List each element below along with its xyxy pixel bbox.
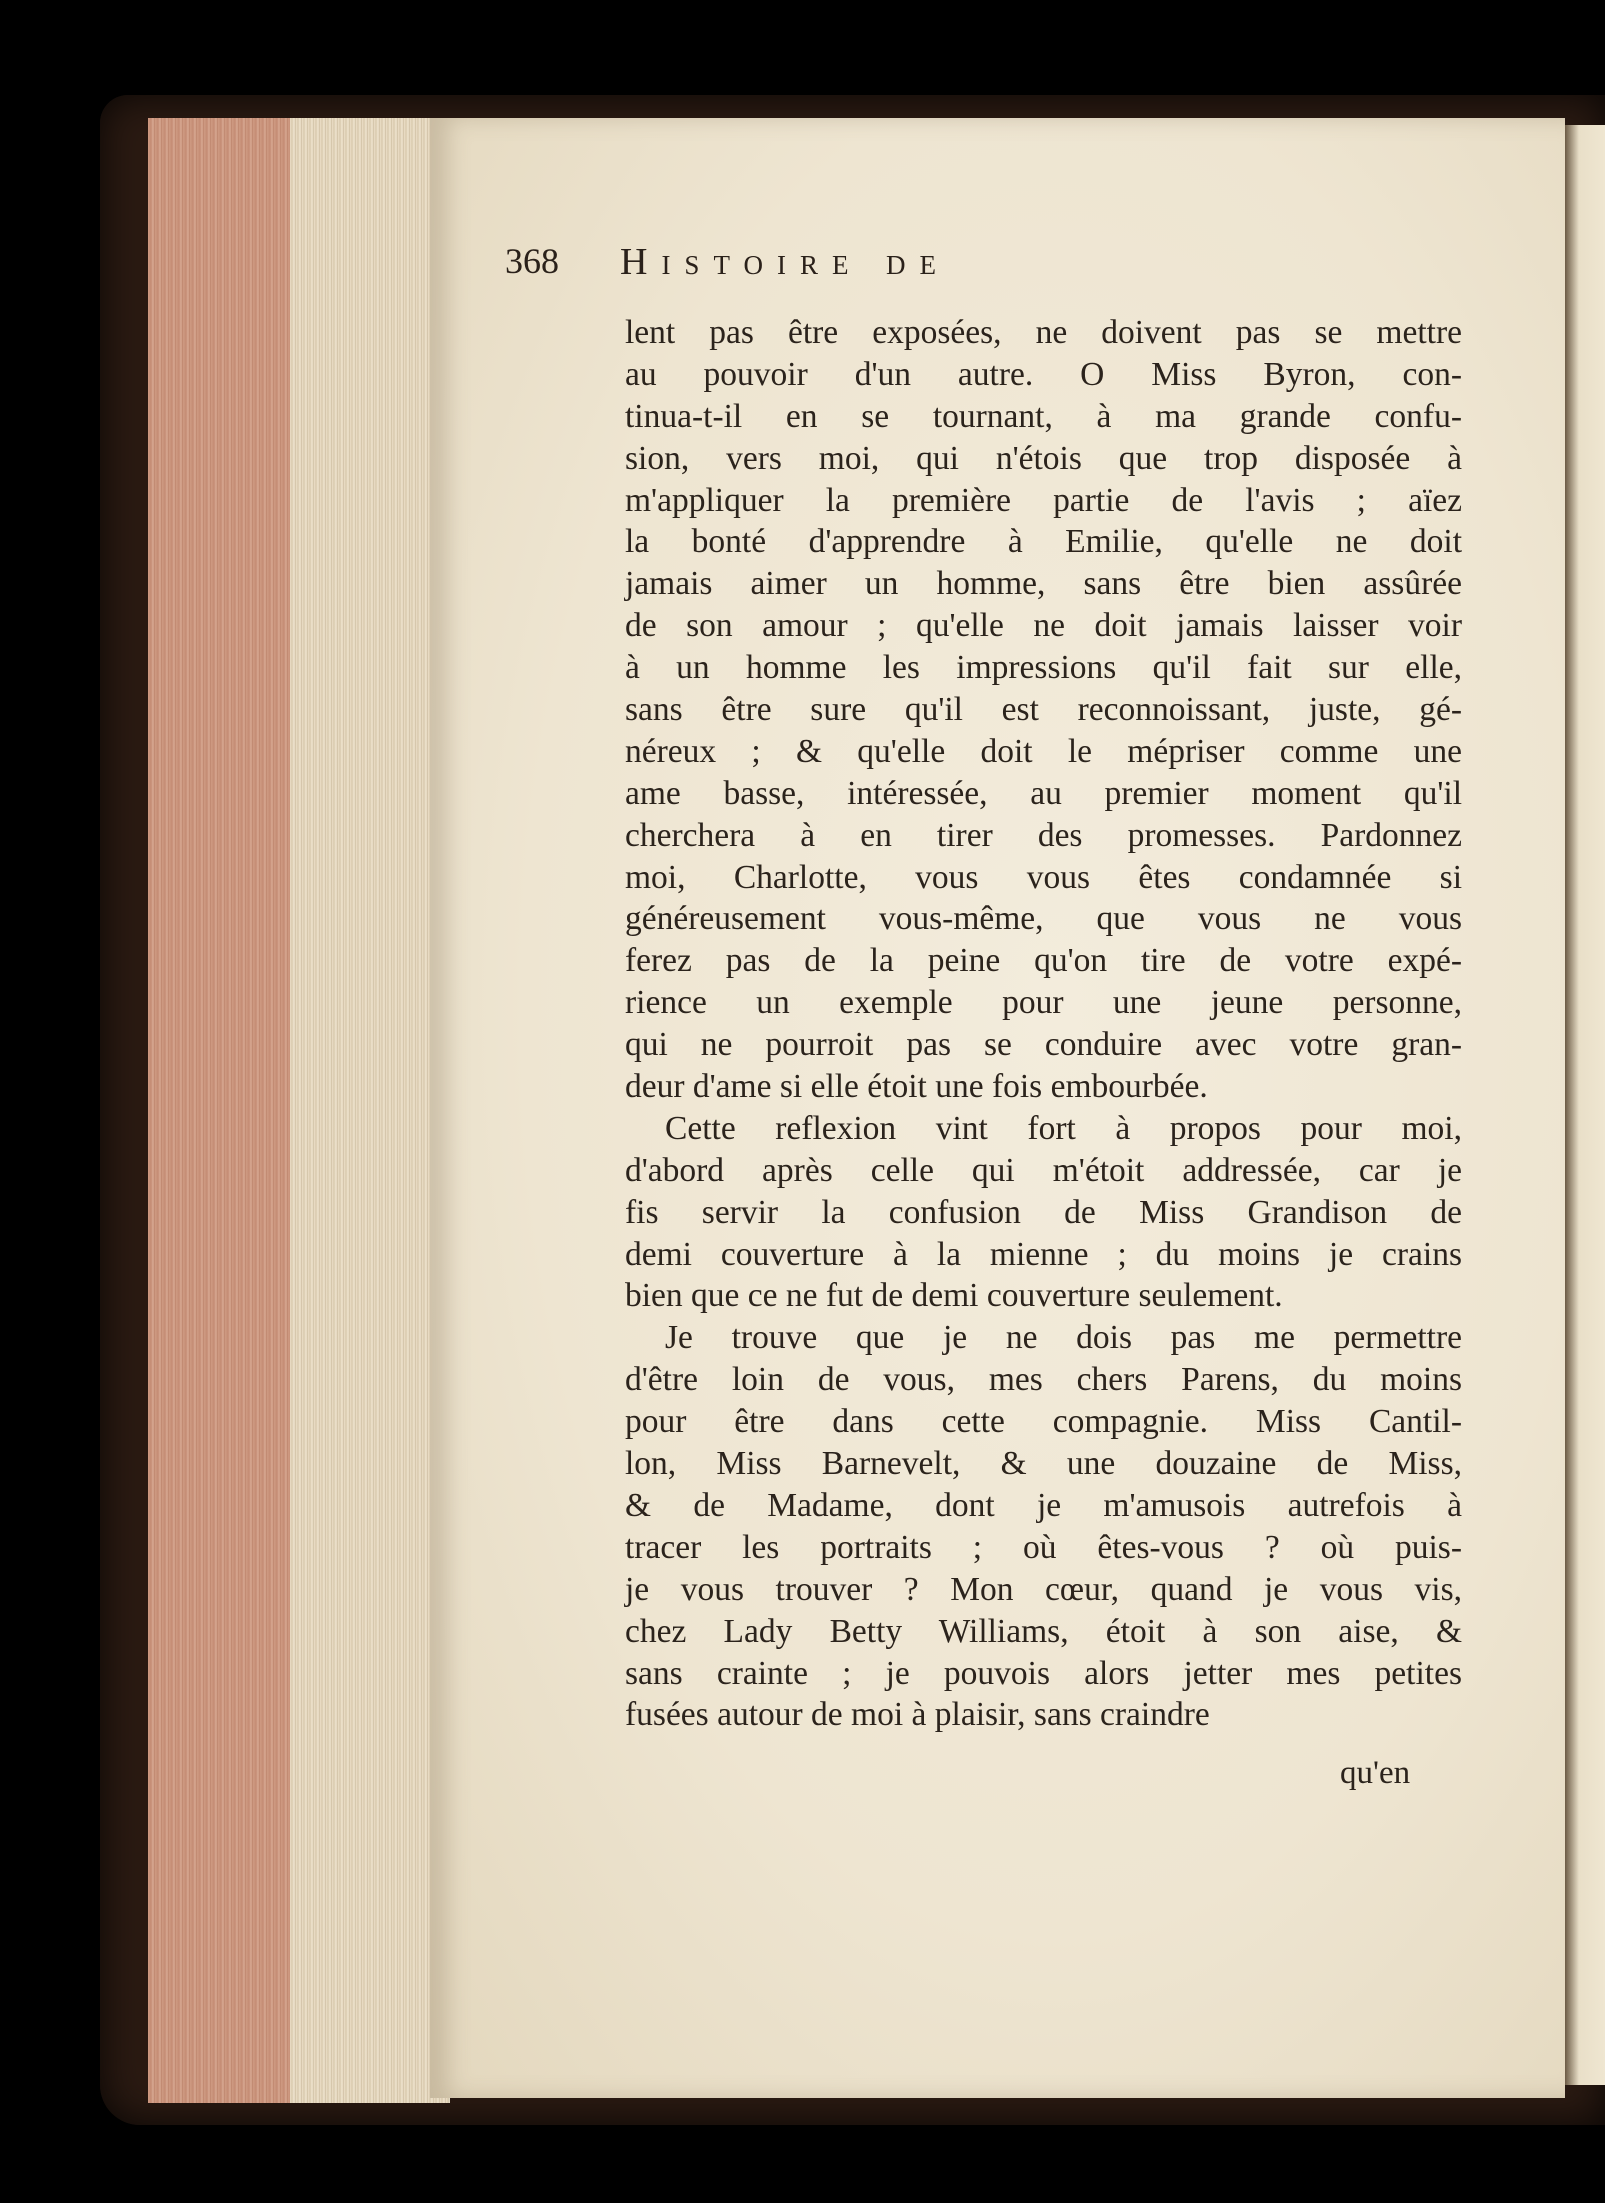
text-line: qui ne pourroit pas se conduire avec votre gran- bbox=[625, 1026, 1462, 1064]
text-line: lon, Miss Barnevelt, & une douzaine de Miss, bbox=[625, 1445, 1462, 1483]
text-line: deur d'ame si elle étoit une fois embourbée. bbox=[625, 1068, 1208, 1106]
text-line: d'être loin de vous, mes chers Parens, du moins bbox=[625, 1361, 1462, 1399]
text-line: sans crainte ; je pouvois alors jetter mes petites bbox=[625, 1654, 1462, 1692]
text-line: tracer les portraits ; où êtes-vous ? où puis- bbox=[625, 1528, 1462, 1566]
catchword: qu'en bbox=[1340, 1755, 1411, 1791]
text-line: lent pas être exposées, ne doivent pas se mettre bbox=[625, 314, 1462, 351]
text-line: pour être dans cette compagnie. Miss Cantil- bbox=[625, 1403, 1462, 1441]
text-line: sans être sure qu'il est reconnoissant, juste, gé- bbox=[625, 691, 1462, 729]
page-number: 368 bbox=[505, 241, 559, 281]
text-line: fis servir la confusion de Miss Grandison de bbox=[625, 1193, 1462, 1231]
running-title: Histoire de bbox=[620, 241, 950, 283]
text-line: bien que ce ne fut de demi couverture seulement. bbox=[625, 1277, 1283, 1315]
text-line: je vous trouver ? Mon cœur, quand je vous vis, bbox=[625, 1570, 1462, 1608]
text-line: à un homme les impressions qu'il fait sur elle, bbox=[625, 649, 1462, 687]
text-line: & de Madame, dont je m'amusois autrefois à bbox=[625, 1486, 1462, 1524]
page-edges-inner bbox=[290, 118, 450, 2103]
text-line: Cette reflexion vint fort à propos pour moi, bbox=[665, 1109, 1462, 1147]
text-line: sion, vers moi, qui n'étois que trop disposée à bbox=[625, 439, 1462, 477]
text-line: tinua-t-il en se tournant, à ma grande confu- bbox=[625, 397, 1462, 435]
text-line: la bonté d'apprendre à Emilie, qu'elle ne doit bbox=[625, 523, 1462, 561]
text-line: chez Lady Betty Williams, étoit à son aise, & bbox=[625, 1612, 1462, 1650]
body-text bbox=[625, 312, 1462, 1736]
text-line: jamais aimer un homme, sans être bien assûrée bbox=[625, 565, 1462, 603]
running-head bbox=[505, 240, 1405, 300]
facing-page-edge bbox=[1565, 125, 1605, 2085]
text-line: demi couverture à la mienne ; du moins je crains bbox=[625, 1235, 1462, 1273]
text-line: généreusement vous-même, que vous ne vous bbox=[625, 900, 1462, 938]
text-line: m'appliquer la première partie de l'avis ; aïez bbox=[625, 481, 1462, 519]
text-line: rience un exemple pour une jeune personne, bbox=[625, 984, 1462, 1022]
text-line: au pouvoir d'un autre. O Miss Byron, con- bbox=[625, 355, 1462, 393]
text-line: cherchera à en tirer des promesses. Pardonnez bbox=[625, 816, 1462, 854]
text-line: Je trouve que je ne dois pas me permettre bbox=[665, 1319, 1462, 1357]
text-line: d'abord après celle qui m'étoit addressée, car je bbox=[625, 1151, 1462, 1189]
text-line: ame basse, intéressée, au premier moment qu'il bbox=[625, 774, 1462, 812]
text-line: moi, Charlotte, vous vous êtes condamnée si bbox=[625, 858, 1462, 896]
text-line: de son amour ; qu'elle ne doit jamais laisser voir bbox=[625, 607, 1462, 645]
text-line: fusées autour de moi à plaisir, sans craindre bbox=[625, 1696, 1210, 1734]
text-line: néreux ; & qu'elle doit le mépriser comme une bbox=[625, 732, 1462, 770]
text-line: ferez pas de la peine qu'on tire de votre expé- bbox=[625, 942, 1462, 980]
